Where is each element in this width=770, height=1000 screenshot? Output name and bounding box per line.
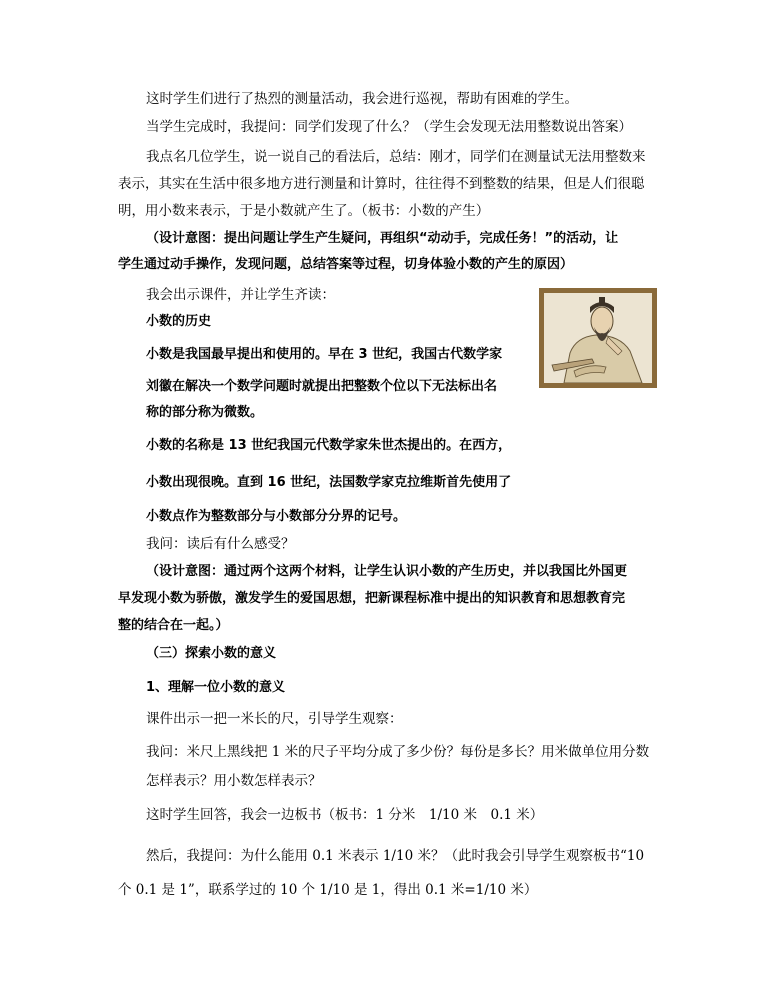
paragraph-line: 我会出示课件，并让学生齐读： xyxy=(146,287,335,303)
history-text-line: 称的部分称为微数。 xyxy=(146,405,264,420)
paragraph-line: 课件出示一把一米长的尺，引导学生观察： xyxy=(146,711,403,727)
section-heading: 小数的历史 xyxy=(146,314,212,329)
portrait-illustration xyxy=(544,293,652,383)
history-text-line: 小数出现很晚。直到 16 世纪，法国数学家克拉维斯首先使用了 xyxy=(146,475,512,490)
design-intent-line: 整的结合在一起。） xyxy=(118,618,229,633)
paragraph-line: 我问：读后有什么感受？ xyxy=(146,536,295,552)
paragraph-line: 怎样表示？用小数怎样表示？ xyxy=(146,773,322,789)
subsection-heading: 1、理解一位小数的意义 xyxy=(146,680,286,695)
paragraph-line: 当学生完成时，我提问：同学们发现了什么？（学生会发现无法用整数说出答案） xyxy=(146,119,632,135)
mathematician-portrait xyxy=(539,288,657,388)
paragraph-line: 这时学生回答，我会一边板书（板书：1 分米 1/10 米 0.1 米） xyxy=(146,807,544,823)
history-text-line: 小数点作为整数部分与小数部分分界的记号。 xyxy=(146,509,407,524)
paragraph-line: 我点名几位学生，说一说自己的看法后，总结：刚才，同学们在测量试无法用整数来 xyxy=(146,149,646,165)
design-intent-line: （设计意图：通过两个这两个材料，让学生认识小数的产生历史，并以我国比外国更 xyxy=(146,564,628,579)
history-text-line: 刘徽在解决一个数学问题时就提出把整数个位以下无法标出名 xyxy=(146,379,498,394)
paragraph-line: 表示，其实在生活中很多地方进行测量和计算时，往往得不到整数的结果，但是人们很聪 xyxy=(118,176,645,192)
history-text-line: 小数是我国最早提出和使用的。早在 3 世纪，我国古代数学家 xyxy=(146,347,503,362)
paragraph-line: 我问：米尺上黑线把 1 米的尺子平均分成了多少份？每份是多长？用米做单位用分数 xyxy=(146,744,650,760)
design-intent-line: 学生通过动手操作，发现问题，总结答案等过程，切身体验小数的产生的原因） xyxy=(118,257,574,272)
paragraph-line: 然后，我提问：为什么能用 0.1 米表示 1/10 米？（此时我会引导学生观察板书“10 xyxy=(146,848,645,864)
paragraph-line: 个 0.1 是 1”，联系学过的 10 个 1/10 是 1，得出 0.1 米=1/10 米） xyxy=(118,882,538,898)
history-text-line: 小数的名称是 13 世纪我国元代数学家朱世杰提出的。在西方， xyxy=(146,438,512,453)
paragraph-line: 这时学生们进行了热烈的测量活动，我会进行巡视，帮助有困难的学生。 xyxy=(146,91,578,107)
design-intent-line: （设计意图：提出问题让学生产生疑问，再组织“动动手，完成任务！”的活动，让 xyxy=(146,231,619,246)
design-intent-line: 早发现小数为骄傲，激发学生的爱国思想，把新课程标准中提出的知识教育和思想教育完 xyxy=(118,591,626,606)
section-heading: （三）探索小数的意义 xyxy=(146,646,277,661)
paragraph-line: 明，用小数来表示，于是小数就产生了。（板书：小数的产生） xyxy=(118,203,490,219)
